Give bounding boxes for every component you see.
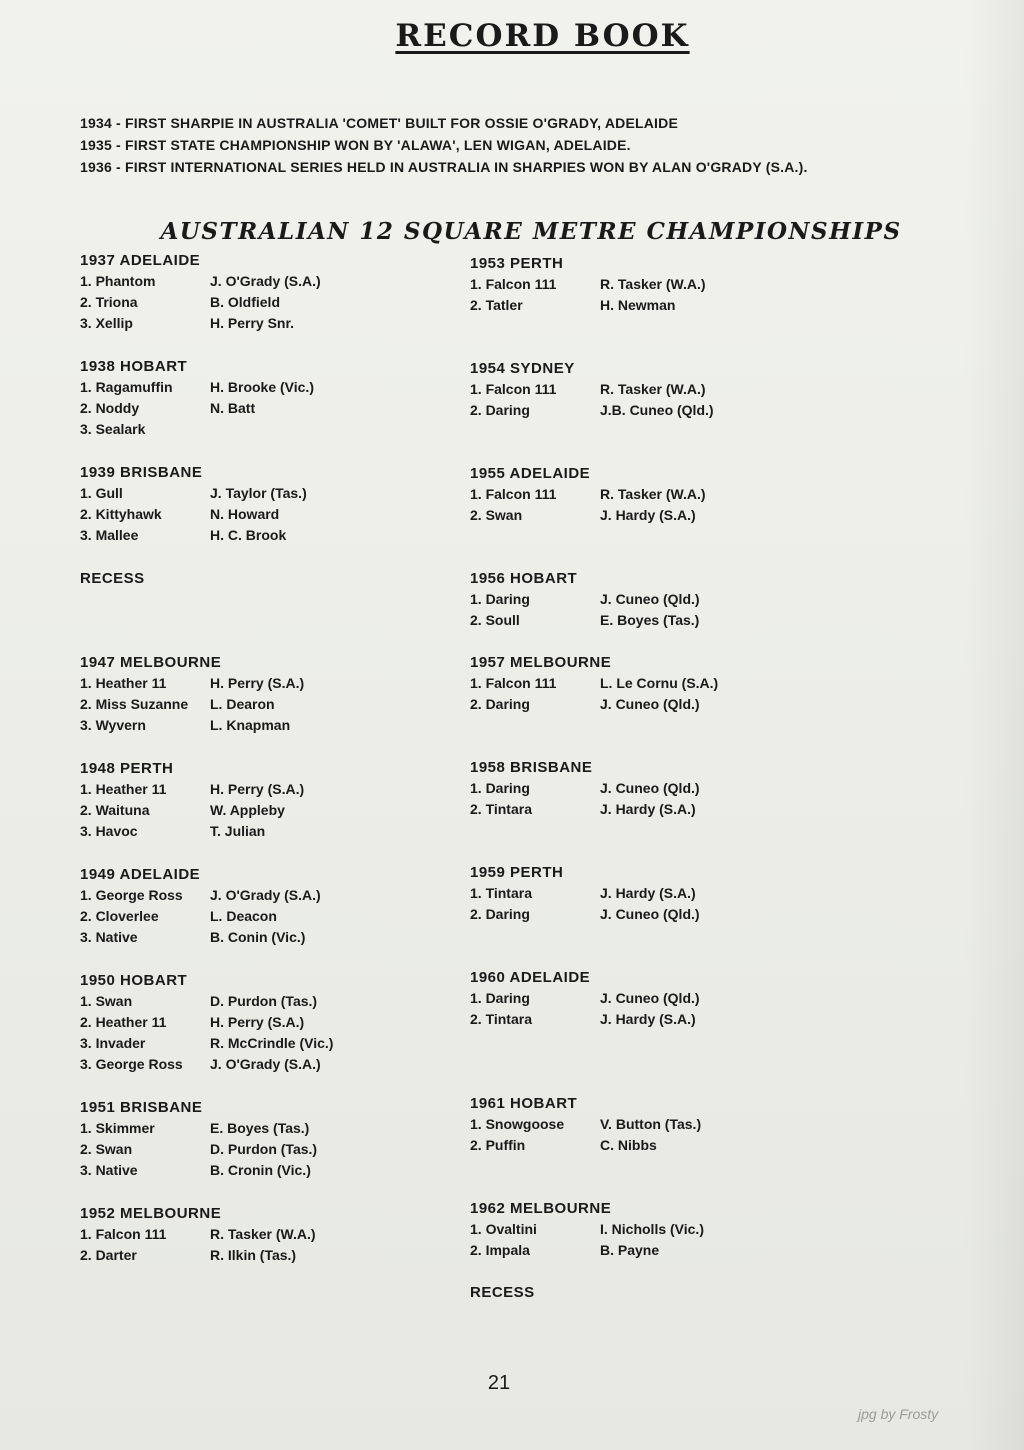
result-row	[80, 313, 333, 334]
placing-boat: 3. George Ross	[80, 1056, 183, 1072]
placing-boat: 2. Soull	[470, 612, 520, 628]
championship-year-venue: 1959 PERTH	[470, 864, 564, 881]
skipper-name: B. Conin (Vic.)	[210, 929, 306, 945]
championship-year-venue: 1951 BRISBANE	[80, 1099, 203, 1116]
result-row	[470, 1135, 718, 1156]
result-row	[80, 821, 333, 842]
result-row	[470, 589, 718, 610]
skipper-name: H. Perry (S.A.)	[210, 1014, 305, 1030]
result-row	[470, 694, 718, 715]
skipper-name: N. Batt	[210, 400, 256, 416]
championship-year-venue: 1953 PERTH	[470, 255, 564, 272]
placing-boat: 2. Daring	[470, 906, 530, 922]
placing-boat: 1. Skimmer	[80, 1120, 155, 1136]
championship-block	[470, 652, 718, 715]
skipper-name: E. Boyes (Tas.)	[600, 612, 700, 628]
placing-boat: 2. Tintara	[470, 1011, 532, 1027]
skipper-name: L. Deacon	[210, 908, 277, 924]
skipper-name: I. Nicholls (Vic.)	[600, 1221, 704, 1237]
championships-heading: AUSTRALIAN 12 SQUARE METRE CHAMPIONSHIPS	[160, 218, 902, 245]
skipper-name: J. Hardy (S.A.)	[600, 507, 696, 523]
skipper-name: E. Boyes (Tas.)	[210, 1120, 310, 1136]
result-row	[80, 673, 333, 694]
skipper-name: R. Ilkin (Tas.)	[210, 1247, 297, 1263]
recess-label: RECESS	[470, 1284, 535, 1301]
placing-boat: 1. Gull	[80, 485, 123, 501]
placing-boat: 3. Native	[80, 929, 138, 945]
placing-boat: 2. Tatler	[470, 297, 523, 313]
championship-block	[470, 757, 718, 820]
placing-boat: 1. Falcon 111	[470, 276, 557, 292]
placing-boat: 1. Ragamuffin	[80, 379, 173, 395]
placing-boat: 3. Sealark	[80, 421, 146, 437]
placing-boat: 2. Noddy	[80, 400, 140, 416]
result-row	[80, 1118, 333, 1139]
result-row	[80, 800, 333, 821]
history-notes	[80, 112, 808, 178]
championship-year-venue: 1960 ADELAIDE	[470, 969, 591, 986]
placing-boat: 1. Snowgoose	[470, 1116, 565, 1132]
placing-boat: 2. Swan	[80, 1141, 133, 1157]
result-row	[470, 274, 718, 295]
championship-block	[80, 652, 333, 736]
skipper-name: D. Purdon (Tas.)	[210, 993, 318, 1009]
results-column-right	[470, 253, 718, 1303]
skipper-name: W. Appleby	[210, 802, 285, 818]
skipper-name: R. Tasker (W.A.)	[210, 1226, 316, 1242]
placing-boat: 2. Triona	[80, 294, 138, 310]
skipper-name: T. Julian	[210, 823, 266, 839]
placing-boat: 2. Kittyhawk	[80, 506, 162, 522]
placing-boat: 1. Falcon 111	[470, 486, 557, 502]
skipper-name: H. Brooke (Vic.)	[210, 379, 314, 395]
placing-boat: 2. Daring	[470, 696, 530, 712]
placing-boat: 1. Falcon 111	[80, 1226, 167, 1242]
championship-year-venue: 1938 HOBART	[80, 358, 188, 375]
placing-boat: 2. Heather 11	[80, 1014, 167, 1030]
championship-block	[80, 462, 333, 546]
skipper-name: J. Cuneo (Qld.)	[600, 906, 700, 922]
skipper-name: J. O'Grady (S.A.)	[210, 1056, 321, 1072]
placing-boat: 1. Heather 11	[80, 781, 167, 797]
skipper-name: H. Perry (S.A.)	[210, 675, 305, 691]
championship-block	[80, 250, 333, 334]
skipper-name: J. Hardy (S.A.)	[600, 885, 696, 901]
placing-boat: 2. Daring	[470, 402, 530, 418]
championship-block	[470, 253, 718, 316]
placing-boat: 1. Falcon 111	[470, 675, 557, 691]
skipper-name: J. Cuneo (Qld.)	[600, 780, 700, 796]
result-row	[80, 271, 333, 292]
championship-block	[470, 463, 718, 526]
skipper-name: R. Tasker (W.A.)	[600, 486, 706, 502]
recess-label: RECESS	[80, 570, 145, 587]
result-row	[470, 484, 718, 505]
skipper-name: D. Purdon (Tas.)	[210, 1141, 318, 1157]
championship-year-venue: 1948 PERTH	[80, 760, 174, 777]
championship-year-venue: 1954 SYDNEY	[470, 360, 575, 377]
championship-year-venue: 1961 HOBART	[470, 1095, 578, 1112]
placing-boat: 1. Heather 11	[80, 675, 167, 691]
placing-boat: 1. Swan	[80, 993, 133, 1009]
championship-year-venue: 1956 HOBART	[470, 570, 578, 587]
championship-year-venue: 1955 ADELAIDE	[470, 465, 591, 482]
result-row	[80, 927, 333, 948]
result-row	[470, 883, 718, 904]
history-line: 1935 - FIRST STATE CHAMPIONSHIP WON BY 'ALAWA', LEN WIGAN, ADELAIDE.	[80, 137, 631, 153]
placing-boat: 2. Cloverlee	[80, 908, 159, 924]
result-row	[80, 779, 333, 800]
championship-year-venue: 1949 ADELAIDE	[80, 866, 201, 883]
skipper-name: B. Payne	[600, 1242, 660, 1258]
placing-boat: 2. Tintara	[470, 801, 532, 817]
championship-block	[80, 970, 333, 1075]
skipper-name: R. Tasker (W.A.)	[600, 276, 706, 292]
placing-boat: 1. Phantom	[80, 273, 156, 289]
result-row	[80, 525, 333, 546]
championship-year-venue: 1958 BRISBANE	[470, 759, 593, 776]
championship-year-venue: 1947 MELBOURNE	[80, 654, 222, 671]
skipper-name: R. McCrindle (Vic.)	[210, 1035, 334, 1051]
placing-boat: 1. Ovaltini	[470, 1221, 537, 1237]
placing-boat: 2. Waituna	[80, 802, 150, 818]
skipper-name: H. C. Brook	[210, 527, 287, 543]
skipper-name: L. Le Cornu (S.A.)	[600, 675, 719, 691]
placing-boat: 2. Miss Suzanne	[80, 696, 189, 712]
result-row	[80, 419, 333, 440]
championship-year-venue: 1957 MELBOURNE	[470, 654, 612, 671]
result-row	[80, 398, 333, 419]
result-row	[80, 483, 333, 504]
skipper-name: J. Hardy (S.A.)	[600, 1011, 696, 1027]
history-line: 1936 - FIRST INTERNATIONAL SERIES HELD IN AUSTRALIA IN SHARPIES WON BY ALAN O'GRADY (S.A.).	[80, 159, 808, 175]
skipper-name: J. Taylor (Tas.)	[210, 485, 307, 501]
skipper-name: H. Newman	[600, 297, 676, 313]
skipper-name: B. Oldfield	[210, 294, 280, 310]
championship-block	[80, 864, 333, 948]
championship-block	[470, 1093, 718, 1156]
result-row	[470, 904, 718, 925]
championship-block	[470, 1198, 718, 1261]
placing-boat: 3. Wyvern	[80, 717, 146, 733]
page-title: RECORD BOOK	[395, 18, 690, 54]
placing-boat: 1. Falcon 111	[470, 381, 557, 397]
championship-block	[80, 1097, 333, 1181]
result-row	[80, 715, 333, 736]
result-row	[470, 673, 718, 694]
skipper-name: L. Knapman	[210, 717, 291, 733]
result-row	[80, 1033, 333, 1054]
placing-boat: 3. Invader	[80, 1035, 146, 1051]
result-row	[470, 988, 718, 1009]
placing-boat: 3. Mallee	[80, 527, 139, 543]
championship-block	[470, 967, 718, 1030]
skipper-name: J. O'Grady (S.A.)	[210, 887, 321, 903]
placing-boat: 1. George Ross	[80, 887, 183, 903]
championship-year-venue: 1950 HOBART	[80, 972, 188, 989]
championship-block	[80, 356, 333, 440]
placing-boat: 3. Havoc	[80, 823, 138, 839]
skipper-name: N. Howard	[210, 506, 280, 522]
result-row	[80, 377, 333, 398]
skipper-name: C. Nibbs	[600, 1137, 657, 1153]
placing-boat: 3. Native	[80, 1162, 138, 1178]
result-row	[470, 400, 718, 421]
skipper-name: J. Cuneo (Qld.)	[600, 696, 700, 712]
history-line: 1934 - FIRST SHARPIE IN AUSTRALIA 'COMET' BUILT FOR OSSIE O'GRADY, ADELAIDE	[80, 115, 678, 131]
result-row	[470, 1219, 718, 1240]
image-credit: jpg by Frosty	[858, 1406, 939, 1422]
championship-year-venue: 1939 BRISBANE	[80, 464, 203, 481]
recess-block	[470, 1282, 718, 1303]
skipper-name: B. Cronin (Vic.)	[210, 1162, 311, 1178]
result-row	[470, 1114, 718, 1135]
result-row	[80, 1012, 333, 1033]
result-row	[80, 1224, 333, 1245]
skipper-name: R. Tasker (W.A.)	[600, 381, 706, 397]
skipper-name: H. Perry Snr.	[210, 315, 295, 331]
championship-year-venue: 1937 ADELAIDE	[80, 252, 201, 269]
recess-block	[80, 568, 333, 589]
placing-boat: 2. Darter	[80, 1247, 137, 1263]
championship-year-venue: 1962 MELBOURNE	[470, 1200, 612, 1217]
result-row	[80, 906, 333, 927]
result-row	[80, 504, 333, 525]
skipper-name: V. Button (Tas.)	[600, 1116, 702, 1132]
skipper-name: H. Perry (S.A.)	[210, 781, 305, 797]
result-row	[470, 799, 718, 820]
placing-boat: 1. Daring	[470, 591, 530, 607]
result-row	[470, 379, 718, 400]
result-row	[470, 778, 718, 799]
placing-boat: 3. Xellip	[80, 315, 133, 331]
placing-boat: 2. Swan	[470, 507, 523, 523]
result-row	[470, 295, 718, 316]
result-row	[470, 1009, 718, 1030]
skipper-name: J. O'Grady (S.A.)	[210, 273, 321, 289]
placing-boat: 2. Puffin	[470, 1137, 526, 1153]
placing-boat: 1. Tintara	[470, 885, 532, 901]
result-row	[470, 610, 718, 631]
placing-boat: 1. Daring	[470, 990, 530, 1006]
result-row	[80, 1245, 333, 1266]
result-row	[80, 991, 333, 1012]
placing-boat: 2. Impala	[470, 1242, 530, 1258]
skipper-name: J. Hardy (S.A.)	[600, 801, 696, 817]
skipper-name: J.B. Cuneo (Qld.)	[600, 402, 714, 418]
championship-block	[470, 862, 718, 925]
result-row	[80, 1139, 333, 1160]
placing-boat: 1. Daring	[470, 780, 530, 796]
result-row	[80, 694, 333, 715]
page-number: 21	[487, 1372, 511, 1394]
championship-block	[470, 568, 718, 631]
result-row	[80, 885, 333, 906]
championship-block	[470, 358, 718, 421]
results-column-left	[80, 250, 333, 1266]
result-row	[80, 1160, 333, 1181]
result-row	[470, 1240, 718, 1261]
championship-block	[80, 1203, 333, 1266]
result-row	[80, 292, 333, 313]
result-row	[470, 505, 718, 526]
result-row	[80, 1054, 333, 1075]
championship-year-venue: 1952 MELBOURNE	[80, 1205, 222, 1222]
skipper-name: L. Dearon	[210, 696, 275, 712]
championship-block	[80, 758, 333, 842]
skipper-name: J. Cuneo (Qld.)	[600, 990, 700, 1006]
skipper-name: J. Cuneo (Qld.)	[600, 591, 700, 607]
